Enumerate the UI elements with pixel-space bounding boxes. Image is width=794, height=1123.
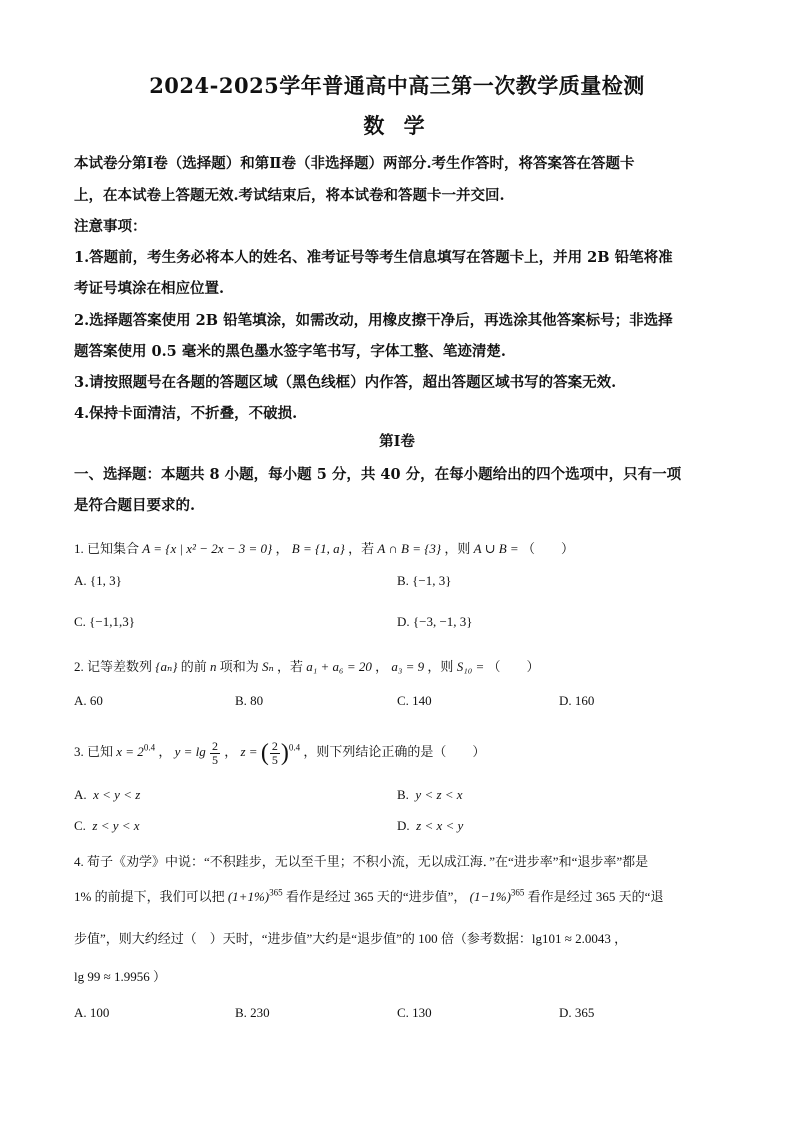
q3-stem-b: ，则下列结论正确的是（ ） [303,744,486,759]
q2-stem-c: 项和为 [219,659,259,674]
q2-blank: （ ） [487,659,540,674]
q1-condition: A ∩ B = {3} [377,541,442,556]
q3-option-b-value: y < z < x [415,787,463,802]
notice-title: 注意事项： [74,218,147,235]
part1-heading-a: 一、选择题：本题共 8 小题，每小题 5 分，共 40 分，在每小题给出的四个选项中，只有一项 [74,466,682,483]
q3-stem-a: 3. 已知 [74,744,114,759]
q2-stem-b: 的前 [180,659,207,674]
q3-sep1: ， [158,744,172,759]
q1-sep1: ， [275,541,289,556]
q4-line-2a: 1% 的前提下，我们可以把 [74,889,225,904]
part1-heading-b: 是符合题目要求的. [74,497,196,514]
q2-option-c: C. 140 [397,693,432,708]
q3-option-c [74,818,140,834]
q1-stem [74,538,574,557]
notice-1b: 考证号填涂在相应位置. [74,280,225,297]
q3-frac-num: 2 [211,738,218,753]
q3-option-c-label: C. [74,818,86,833]
q2-option-a: A. 60 [74,693,103,708]
q3-option-c-value: z < y < x [92,818,140,833]
q4-option-c: C. 130 [397,1005,432,1020]
q2-sn: Sₙ [261,659,274,674]
q4-line-2b: 看作是经过 365 天的“进步值”， [285,889,467,904]
q2-stem-f: ，则 [427,659,454,674]
subject-title: 数 学 [363,113,431,138]
exam-title: 2024-2025学年普通高中高三第一次教学质量检测 [149,73,645,98]
notice-2b: 题答案使用 0.5 毫米的黑色墨水签字笔书写，字体工整、笔迹清楚. [74,343,506,360]
q3-z-fraction [270,740,280,767]
q1-set-b: B = {1, a} [291,541,345,556]
q4-expr-1: (1+1%) [227,889,270,904]
q2-stem [74,656,540,675]
q2-ask: S₁₀ = [456,659,485,674]
q2-option-b: B. 80 [235,693,264,708]
q3-stem [74,730,485,774]
q1-stem-b: ，若 [348,541,375,556]
q3-zfrac-num: 2 [271,738,278,753]
q3-z-exp: 0.4 [288,742,301,753]
q4-line-2 [74,886,663,905]
q3-y-fraction [210,740,220,767]
q4-exp-1: 365 [269,887,283,898]
q4-line-3: 步值”，则大约经过（ ）天时，“进步值”大约是“退步值”的 100 倍（参考数据：lg101 ≈ 2.0043 ， [74,931,628,946]
q1-blank: （ ） [521,541,574,556]
section-label: 第Ⅰ卷 [379,433,415,450]
q2-n: n [209,659,217,674]
q3-option-d [397,818,463,834]
q3-y-def: y = lg [174,744,206,759]
q3-x-def: x = 2 [116,744,144,759]
q4-line-2c: 看作是经过 365 天的“退 [527,889,664,904]
q4-option-a: A. 100 [74,1005,110,1020]
q3-option-a-label: A. [74,787,87,802]
q3-frac-den: 5 [211,752,218,767]
intro-line-1: 本试卷分第Ⅰ卷（选择题）和第Ⅱ卷（非选择题）两部分.考生作答时，将答案答在答题卡 [74,155,635,172]
q2-stem-e: ， [375,659,389,674]
q3-option-d-label: D. [397,818,410,833]
q3-zfrac-den: 5 [271,752,278,767]
q4-line-1: 4. 荀子《劝学》中说：“不积跬步，无以至千里；不积小流，无以成江海．”在“进步率”和“退步率”都是 [74,854,649,869]
q1-option-a: A. {1, 3} [74,573,122,588]
q1-set-a: A = {x | x² − 2x − 3 = 0} [142,541,273,556]
q2-seq: {aₙ} [155,659,178,674]
intro-line-2: 上，在本试卷上答题无效.考试结束后，将本试卷和答题卡一并交回. [74,187,505,204]
q4-expr-2: (1−1%) [469,889,511,904]
notice-1a: 1.答题前，考生务必将本人的姓名、准考证号等考生信息填写在答题卡上，并用 2B 铅笔将准 [74,249,673,266]
q1-stem-a: 1. 已知集合 [74,541,140,556]
notice-2a: 2.选择题答案使用 2B 铅笔填涂，如需改动，用橡皮擦干净后，再选涂其他答案标号；非选择 [74,312,673,329]
q1-option-c: C. {−1,1,3} [74,614,135,629]
q3-z-def: z = [240,744,258,759]
q1-option-b: B. {−1, 3} [397,573,452,588]
q3-sep2: ， [224,744,238,759]
q1-stem-c: ，则 [444,541,471,556]
q2-stem-a: 2. 记等差数列 [74,659,153,674]
q4-option-b: B. 230 [235,1005,270,1020]
q1-option-d: D. {−3, −1, 3} [397,614,473,629]
q4-option-d: D. 365 [559,1005,595,1020]
q3-option-a [74,787,140,803]
q4-line-4: lg 99 ≈ 1.9956 ） [74,969,166,984]
notice-4: 4.保持卡面清洁，不折叠，不破损. [74,405,298,422]
q1-ask: A ∪ B = [473,541,519,556]
q3-option-a-value: x < y < z [93,787,141,802]
notice-3: 3.请按照题号在各题的答题区域（黑色线框）内作答，超出答题区域书写的答案无效. [74,374,617,391]
q4-exp-2: 365 [510,887,525,898]
q3-option-b [397,787,463,803]
q3-left-paren: ( [260,740,269,767]
q2-option-d: D. 160 [559,693,595,708]
q3-option-d-value: z < x < y [416,818,464,833]
q2-cond1: a₁ + a₆ = 20 [306,659,372,674]
q3-option-b-label: B. [397,787,409,802]
q2-stem-d: ，若 [277,659,304,674]
q3-right-paren: ) [280,740,289,767]
q2-cond2: a₃ = 9 [391,659,425,674]
q3-x-exp: 0.4 [143,742,156,753]
